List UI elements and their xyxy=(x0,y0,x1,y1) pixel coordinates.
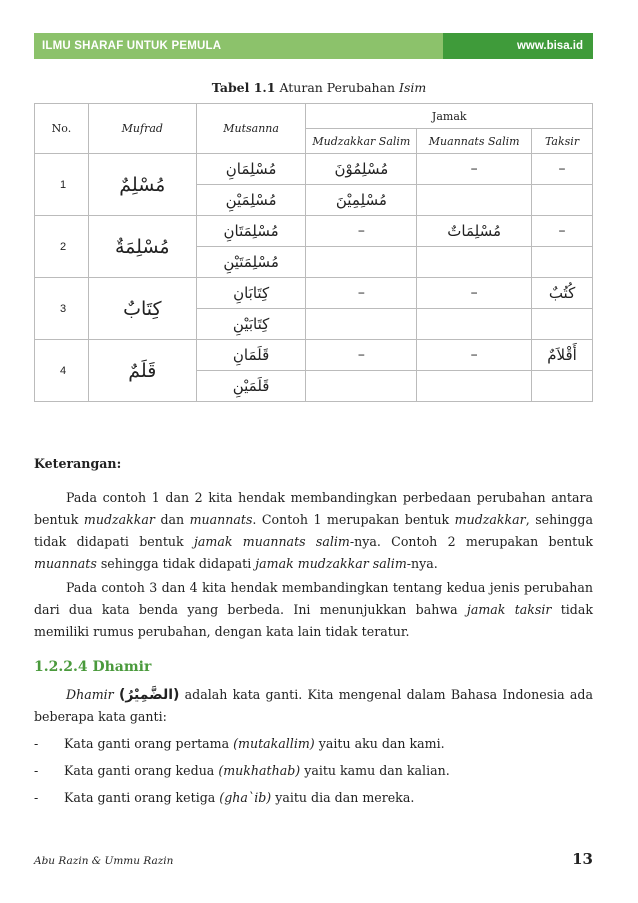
empty-cell xyxy=(306,371,417,402)
header-no: No. xyxy=(35,104,89,154)
footer-author: Abu Razin & Ummu Razin xyxy=(34,855,174,867)
taksir-cell: أَقْلاَمٌ xyxy=(532,340,593,371)
mutsanna-cell: قَلَمَيْنِ xyxy=(196,371,306,402)
row-number: 1 xyxy=(35,154,89,216)
list-item: - Kata ganti orang pertama (mutakallim) yaitu aku dan kami. xyxy=(34,736,445,751)
paragraph-1: Pada contoh 1 dan 2 kita hendak membandingkan perbedaan perubahan antara bentuk mudzakkar dan muannats. Contoh 1 merupakan bentuk mudzakkar, sehingga tidak didapati bentuk jamak muannats salim-nya. Contoh 2 merupakan bentuk muannats sehingga tidak didapati jamak mudzakkar salim-nya. xyxy=(34,490,593,571)
empty-cell xyxy=(306,309,417,340)
taksir-cell: – xyxy=(532,154,593,185)
row-number: 4 xyxy=(35,340,89,402)
empty-cell xyxy=(417,309,532,340)
table-caption xyxy=(0,80,638,95)
empty-cell xyxy=(532,185,593,216)
book-title: ILMU SHARAF UNTUK PEMULA xyxy=(34,33,443,59)
mudzakkar-cell: مُسْلِمُوْنَ xyxy=(306,154,417,185)
taksir-cell: كُتُبٌ xyxy=(532,278,593,309)
muannats-cell: – xyxy=(417,278,532,309)
header-mufrad: Mufrad xyxy=(88,104,196,154)
mutsanna-cell: مُسْلِمَيْنِ xyxy=(196,185,306,216)
empty-cell xyxy=(417,185,532,216)
empty-cell xyxy=(532,309,593,340)
dhamir-arabic: (الضَّمِيْرُ) xyxy=(118,687,180,703)
mutsanna-cell: مُسْلِمَتَيْنِ xyxy=(196,247,306,278)
table-row xyxy=(35,340,593,371)
keterangan-heading: Keterangan: xyxy=(34,456,122,471)
mudzakkar-cell: مُسْلِمِيْنَ xyxy=(306,185,417,216)
mudzakkar-cell: – xyxy=(306,340,417,371)
empty-cell xyxy=(532,247,593,278)
empty-cell xyxy=(532,371,593,402)
mutsanna-cell: مُسْلِمَتَانِ xyxy=(196,216,306,247)
table-row xyxy=(35,278,593,309)
mufrad-cell: مُسْلِمٌ xyxy=(88,154,196,216)
empty-cell xyxy=(417,371,532,402)
caption-label: Tabel 1.1 xyxy=(211,80,276,95)
page-number: 13 xyxy=(572,850,593,868)
dhamir-intro: Dhamir (الضَّمِيْرُ) adalah kata ganti. Kita mengenal dalam Bahasa Indonesia ada beberapa kata ganti: xyxy=(34,687,593,724)
empty-cell xyxy=(417,247,532,278)
row-number: 2 xyxy=(35,216,89,278)
mutsanna-cell: مُسْلِمَانِ xyxy=(196,154,306,185)
mufrad-cell: مُسْلِمَةٌ xyxy=(88,216,196,278)
row-number: 3 xyxy=(35,278,89,340)
empty-cell xyxy=(306,247,417,278)
taksir-cell: – xyxy=(532,216,593,247)
list-item: - Kata ganti orang ketiga (gha`ib) yaitu dia dan mereka. xyxy=(34,790,415,805)
website-link[interactable]: www.bisa.id xyxy=(443,33,593,59)
mufrad-cell: قَلَمٌ xyxy=(88,340,196,402)
list-item: - Kata ganti orang kedua (mukhathab) yaitu kamu dan kalian. xyxy=(34,763,450,778)
mufrad-cell: كِتَابٌ xyxy=(88,278,196,340)
paragraph-2: Pada contoh 3 dan 4 kita hendak membandingkan tentang kedua jenis perubahan dari dua kata benda yang berbeda. Ini menunjukkan bahwa jamak taksir tidak memiliki rumus perubahan, dengan kata lain tidak teratur. xyxy=(34,580,593,639)
section-title: 1.2.2.4 Dhamir xyxy=(34,659,152,675)
muannats-cell: – xyxy=(417,340,532,371)
header-taksir: Taksir xyxy=(532,129,593,154)
table-row xyxy=(35,216,593,247)
header-muannats: Muannats Salim xyxy=(417,129,532,154)
header-jamak: Jamak xyxy=(306,104,593,129)
header-mutsanna: Mutsanna xyxy=(196,104,306,154)
caption-italic: Isim xyxy=(399,80,427,95)
mudzakkar-cell: – xyxy=(306,278,417,309)
page-header xyxy=(34,33,593,59)
muannats-cell: – xyxy=(417,154,532,185)
mutsanna-cell: قَلَمَانِ xyxy=(196,340,306,371)
caption-text: Aturan Perubahan xyxy=(275,80,400,95)
header-mudzakkar: Mudzakkar Salim xyxy=(306,129,417,154)
table-row xyxy=(35,154,593,185)
mutsanna-cell: كِتَابَيْنِ xyxy=(196,309,306,340)
mudzakkar-cell: – xyxy=(306,216,417,247)
rules-table xyxy=(34,103,593,402)
muannats-cell: مُسْلِمَاتٌ xyxy=(417,216,532,247)
mutsanna-cell: كِتَابَانِ xyxy=(196,278,306,309)
